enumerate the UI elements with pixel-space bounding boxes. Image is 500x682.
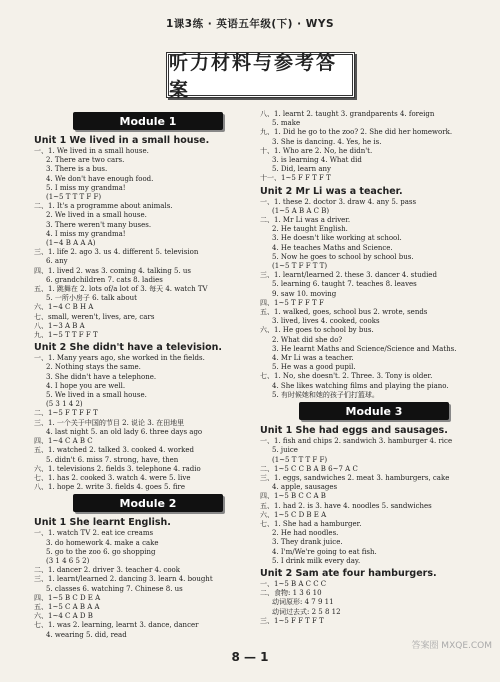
answer-line: 五、1. had 2. is 3. have 4. noodles 5. sandwiches	[260, 501, 432, 510]
answer-line: 三、1. eggs, sandwiches 2. meat 3. hamburgers, cake	[260, 473, 450, 482]
module-heading: Module 3	[299, 402, 449, 420]
answer-line: 二、1. Mr Li was a driver.	[260, 216, 351, 225]
answer-line: 六、1~4 C B H A	[34, 303, 94, 312]
answer-line: (1~5 T T T F F)	[272, 455, 328, 464]
answer-line: 2. There are two cars.	[46, 156, 125, 165]
answer-line: 3. There is a bus.	[46, 165, 108, 174]
answer-line: 5. didn't 6. miss 7. strong, have, then	[46, 455, 179, 464]
answer-line: (1~5 T F F T T)	[272, 262, 328, 271]
answer-line: 5. make	[272, 119, 301, 128]
watermark: 答案圈 MXQE.COM	[411, 641, 492, 651]
answer-line: 二、1~5 F T F F T	[34, 409, 98, 418]
answer-line: 九、1. Did he go to the zoo? 2. She did her homework.	[260, 128, 453, 137]
answer-line: 9. saw 10. moving	[272, 289, 337, 298]
answer-line: 3. She didn't have a telephone.	[46, 372, 157, 381]
answer-line: (1~4 B A A A)	[46, 239, 96, 248]
answer-line: (5 3 1 4 2)	[46, 400, 83, 409]
answer-line: 七、small, weren't, lives, are, cars	[34, 312, 155, 321]
answer-line: 三、1. 一个关于中国的节目 2. 说论 3. 在田地里	[34, 418, 185, 427]
answer-line: 七、1. No, she doesn't. 2. Three. 3. Tony is older.	[260, 372, 433, 381]
answer-line: 2. We lived in a small house.	[46, 211, 147, 220]
answer-line: 二、1~5 C C B A B 6~7 A C	[260, 464, 358, 473]
answer-line: 4. I miss my grandma!	[46, 229, 126, 238]
module-heading: Module 2	[73, 494, 223, 512]
answer-line: 四、1~5 T F F T F	[260, 298, 324, 307]
unit-heading: Unit 1 She learnt English.	[34, 517, 171, 529]
answer-line: 三、1. life 2. ago 3. us 4. different 5. television	[34, 248, 199, 257]
answer-line: 一、1. Many years ago, she worked in the fields.	[34, 354, 205, 363]
answer-line: 4. I'm/We're going to eat fish.	[272, 547, 377, 556]
answer-line: 3. do homework 4. make a cake	[46, 538, 159, 547]
answer-line: 5. learning 6. taught 7. teaches 8. leaves	[272, 280, 417, 289]
answer-line: 2. He taught English.	[272, 225, 348, 234]
answer-line: 5. He was a good pupil.	[272, 363, 356, 372]
answer-line: 二、1. It's a programme about animals.	[34, 202, 173, 211]
answer-line: 十一、1~5 F F T F T	[260, 174, 331, 183]
answer-line: 一、1~5 B A C C C	[260, 579, 327, 588]
answer-line: 4. wearing 5. did, read	[46, 630, 127, 639]
answer-line: 五、1~5 C A B A A	[34, 602, 100, 611]
answer-line: 四、1~5 B C D E A	[34, 593, 101, 602]
answer-line: 六、1~5 C D B E A	[260, 510, 327, 519]
answer-line: 一、1. We lived in a small house.	[34, 147, 149, 155]
answer-line: 三、1~5 F F T F T	[260, 616, 324, 625]
answer-line: 3. There weren't many buses.	[46, 220, 152, 229]
answer-line: 2. What did she do?	[272, 335, 343, 344]
answer-line: 二、食物: 1 3 6 10	[260, 589, 322, 598]
series-label: 1课3练 · 英语五年级(下) · WYS	[165, 18, 335, 30]
answer-line: 4. I hope you are well.	[46, 381, 126, 390]
answer-line: 5. I miss my grandma!	[46, 183, 126, 192]
answer-line: 5. 有时候她和她的孩子们打篮球。	[272, 390, 379, 399]
answer-line: 3. She is dancing. 4. Yes, he is.	[272, 137, 382, 146]
answer-line: 九、1~5 T T F F T	[34, 331, 98, 340]
answer-line: 5. 一所小房子 6. talk about	[46, 294, 137, 303]
answer-line: 3. He doesn't like working at school.	[272, 234, 402, 243]
answer-line: 3. They drank juice.	[272, 538, 343, 547]
answer-line: 六、1. televisions 2. fields 3. telephone 4. radio	[34, 464, 201, 473]
answer-line: 四、1~5 B C C A B	[260, 492, 326, 501]
answer-line: 5. Now he goes to school by school bus.	[272, 252, 414, 261]
unit-heading: Unit 1 We lived in a small house.	[34, 135, 210, 146]
answer-line: 5. classes 6. watching 7. Chinese 8. us	[46, 584, 183, 593]
answer-line: 5. I drink milk every day.	[272, 556, 361, 565]
answer-line: 4. last night 5. an old lady 6. three days ago	[46, 427, 203, 436]
unit-heading: Unit 2 Mr Li was a teacher.	[260, 185, 403, 197]
page-header	[0, 16, 500, 31]
answer-line: 八、1. hope 2. write 3. fields 4. goes 5. fire	[34, 483, 186, 492]
answer-line: 2. He had noodles.	[272, 529, 339, 538]
answer-line: 动词过去式: 2 5 8 12	[272, 607, 341, 616]
answer-line: 6. grandchildren 7. cats 8. ladies	[46, 275, 163, 284]
answer-line: 5. We lived in a small house.	[46, 391, 147, 400]
right-column	[260, 110, 488, 626]
unit-heading: Unit 2 Sam ate four hamburgers.	[260, 567, 437, 579]
answer-line: 3. He learnt Maths and Science/Science and Maths.	[272, 344, 457, 353]
answer-line: 四、1. lived 2. was 3. coming 4. talking 5. us	[34, 266, 192, 275]
answer-line: 5. Did, learn any	[272, 165, 331, 174]
answer-line: 十、1. Who are 2. No, he didn't.	[260, 146, 373, 155]
answer-line: 一、1. these 2. doctor 3. draw 4. any 5. pass	[260, 197, 417, 206]
unit-heading: Unit 1 She had eggs and sausages.	[260, 425, 448, 437]
answer-line: 三、1. learnt/learned 2. these 3. dancer 4. studied	[260, 271, 437, 280]
answer-line: 八、1. learnt 2. taught 3. grandparents 4. foreign	[260, 110, 435, 118]
answer-line: 4. He teaches Maths and Science.	[272, 243, 393, 252]
unit-heading: Unit 2 She didn't have a television.	[34, 342, 223, 354]
answer-line: 一、1. fish and chips 2. sandwich 3. hamburger 4. rice	[260, 437, 453, 446]
answer-line: 3. lived, lives 4. cooked, cooks	[272, 317, 380, 326]
module-heading: Module 1	[73, 112, 223, 130]
answer-line: 四、1~4 C A B C	[34, 437, 93, 446]
answer-line: 六、1~4 C A D B	[34, 612, 93, 621]
answer-line: 4. apple, sausages	[272, 483, 338, 492]
answer-line: (3 1 4 6 5 2)	[46, 556, 90, 565]
left-column	[34, 110, 262, 640]
answer-line: 6. any	[46, 257, 68, 266]
answer-line: 4. We don't have enough food.	[46, 174, 154, 183]
page-number: 8 — 1	[231, 650, 269, 664]
answer-line: 二、1. dancer 2. driver 3. teacher 4. cook	[34, 566, 181, 575]
answer-line: 七、1. She had a hamburger.	[260, 519, 362, 528]
answer-line: 3. is learning 4. What did	[272, 156, 362, 165]
answer-line: 七、1. has 2. cooked 3. watch 4. were 5. live	[34, 473, 191, 482]
answer-line: 4. Mr Li was a teacher.	[272, 354, 354, 363]
page-title: 听力材料与参考答案	[166, 52, 355, 98]
answer-line: (1~5 A B A C B)	[272, 206, 330, 215]
answer-line: 2. Nothing stays the same.	[46, 363, 141, 372]
answer-line: 五、1. walked, goes, school bus 2. wrote, sends	[260, 308, 428, 317]
answer-line: 八、1~3 A B A	[34, 321, 85, 330]
answer-line: 一、1. watch TV 2. eat ice creams	[34, 529, 154, 538]
answer-line: 五、1. watched 2. talked 3. cooked 4. worked	[34, 446, 195, 455]
answer-line: 七、1. was 2. learning, learnt 3. dance, dancer	[34, 621, 199, 630]
answer-line: 三、1. learnt/learned 2. dancing 3. learn 4. bought	[34, 575, 213, 584]
answer-line: 动词原形: 4 7 9 11	[272, 598, 334, 607]
answer-line: 六、1. He goes to school by bus.	[260, 326, 374, 335]
answer-line: 五、1. 跳舞在 2. lots of/a lot of 3. 每天 4. watch TV	[34, 285, 208, 294]
answer-line: (1~5 T T T F F)	[46, 193, 102, 202]
answer-line: 5. go to the zoo 6. go shopping	[46, 547, 156, 556]
answer-line: 5. juice	[272, 446, 298, 455]
answer-line: 4. She likes watching films and playing the piano.	[272, 381, 449, 390]
